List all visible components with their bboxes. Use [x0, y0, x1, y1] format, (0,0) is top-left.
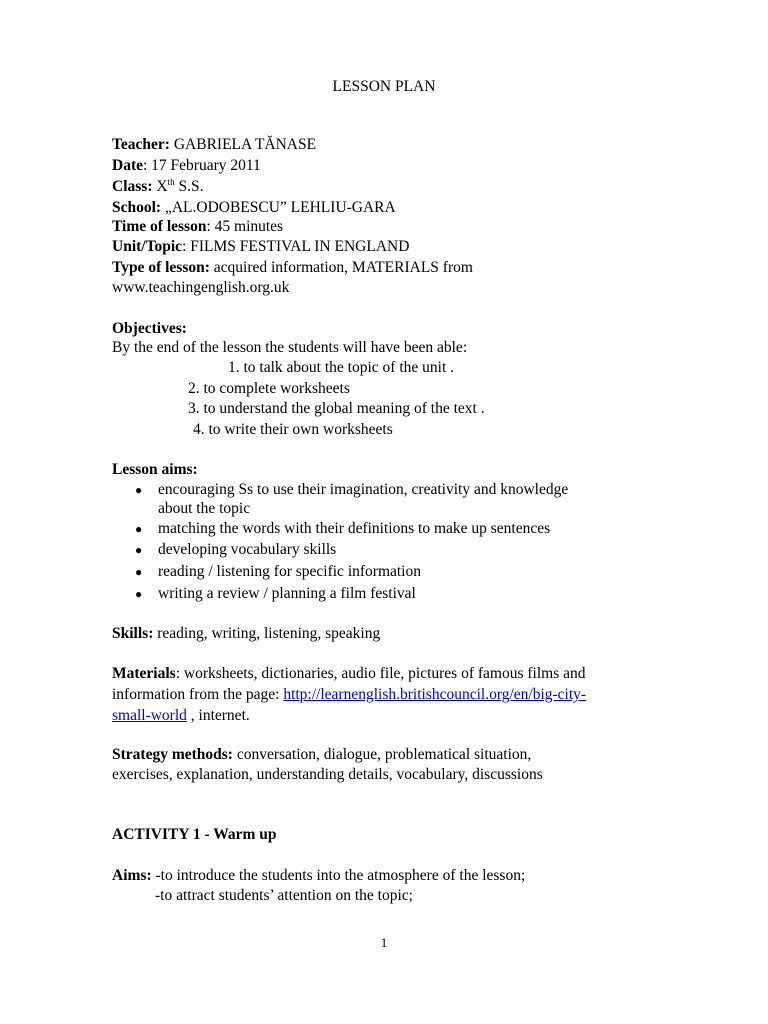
- materials-link[interactable]: http://learnenglish.britishcouncil.org/en/big-city-: [283, 686, 587, 703]
- teacher-line: [112, 136, 316, 154]
- aims-value: -to introduce the students into the atmosphere of the lesson;: [151, 867, 526, 884]
- objective-item: 1. to talk about the topic of the unit .: [228, 359, 454, 376]
- school-line: [112, 199, 396, 217]
- materials-line: [112, 665, 586, 683]
- lesson-aim-item-continuation: about the topic: [158, 500, 251, 517]
- lesson-aim-item: developing vocabulary skills: [158, 541, 337, 558]
- class-value: X: [152, 178, 168, 195]
- time-label: Time of lesson: [112, 218, 207, 235]
- bullet-icon: ●: [135, 587, 143, 601]
- lesson-aims-heading: Lesson aims:: [112, 461, 198, 478]
- class-line: [112, 178, 203, 196]
- bullet-icon: ●: [135, 565, 143, 579]
- time-value: : 45 minutes: [206, 218, 284, 235]
- materials-label: Materials: [112, 665, 176, 682]
- lesson-aim-item: writing a review / planning a film festival: [158, 585, 416, 602]
- materials-value: : worksheets, dictionaries, audio file, pictures of famous films and: [175, 665, 586, 682]
- date-line: [112, 157, 261, 175]
- materials-line-2: information from the page: http://learnenglish.britishcouncil.org/en/big-city-: [112, 686, 587, 703]
- aims-line: [112, 867, 525, 885]
- lesson-aim-item: encouraging Ss to use their imagination, creativity and knowledge: [158, 481, 569, 498]
- objectives-heading: Objectives:: [112, 320, 187, 337]
- date-label: Date: [112, 157, 143, 174]
- strategy-value: conversation, dialogue, problematical situation,: [232, 746, 532, 763]
- strategy-line: [112, 746, 531, 764]
- strategy-line-2: exercises, explanation, understanding details, vocabulary, discussions: [112, 766, 543, 783]
- unit-value: : FILMS FESTIVAL IN ENGLAND: [182, 238, 410, 255]
- bullet-icon: ●: [135, 543, 143, 557]
- objective-item: 3. to understand the global meaning of the text .: [188, 400, 485, 417]
- class-label: Class:: [112, 178, 153, 195]
- unit-label: Unit/Topic: [112, 238, 183, 255]
- page-title: LESSON PLAN: [332, 78, 436, 95]
- school-label: School:: [112, 199, 162, 216]
- materials-line-3: small-world , internet.: [112, 707, 250, 724]
- materials-link-continuation[interactable]: small-world: [112, 707, 187, 724]
- page-number: 1: [380, 935, 388, 950]
- time-line: [112, 218, 283, 236]
- teacher-value: GABRIELA TĂNASE: [169, 136, 317, 153]
- aims-line-2: -to attract students’ attention on the topic;: [155, 887, 413, 904]
- strategy-label: Strategy methods:: [112, 746, 233, 763]
- bullet-icon: ●: [135, 483, 143, 497]
- objectives-intro: By the end of the lesson the students will have been able:: [112, 339, 468, 356]
- skills-label: Skills:: [112, 625, 154, 642]
- class-value-post: S.S.: [174, 178, 204, 195]
- unit-line: [112, 238, 409, 256]
- type-value: acquired information, MATERIALS from: [209, 259, 473, 276]
- type-label: Type of lesson:: [112, 259, 210, 276]
- date-value: : 17 February 2011: [143, 157, 261, 174]
- teacher-label: Teacher:: [112, 136, 170, 153]
- type-line: [112, 259, 473, 277]
- objective-item: 4. to write their own worksheets: [193, 421, 393, 438]
- lesson-aim-item: matching the words with their definitions to make up sentences: [158, 520, 551, 537]
- aims-label: Aims:: [112, 867, 152, 884]
- skills-line: [112, 625, 380, 643]
- class-superscript: th: [167, 176, 175, 187]
- skills-value: reading, writing, listening, speaking: [153, 625, 381, 642]
- bullet-icon: ●: [135, 522, 143, 536]
- lesson-aim-item: reading / listening for specific information: [158, 563, 421, 580]
- type-line-2: www.teachingenglish.org.uk: [112, 279, 290, 296]
- school-value: „AL.ODOBESCU” LEHLIU-GARA: [161, 199, 396, 216]
- objective-item: 2. to complete worksheets: [188, 380, 350, 397]
- activity-heading: ACTIVITY 1 - Warm up: [112, 826, 277, 843]
